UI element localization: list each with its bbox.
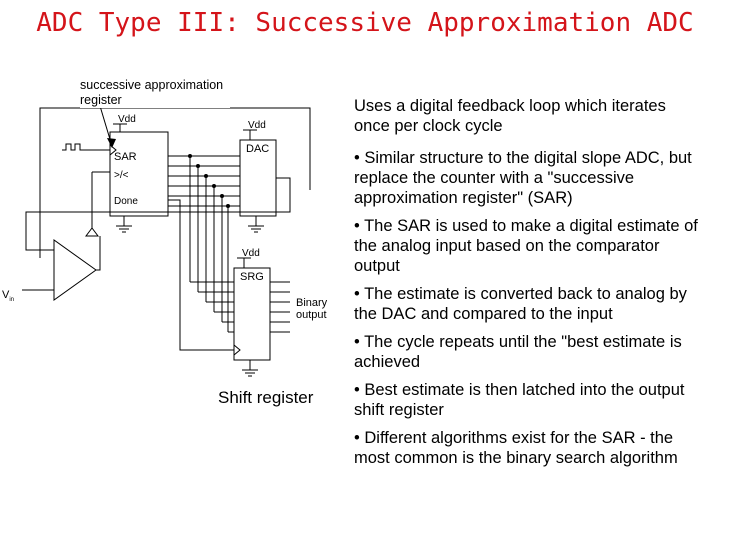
sar-adc-schematic bbox=[0, 100, 345, 390]
srg-label: SRG bbox=[240, 271, 264, 283]
vin-main: V bbox=[2, 289, 10, 301]
lead-bullet: Uses a digital feedback loop which iterates once per clock cycle bbox=[354, 97, 666, 135]
sar-callout-label: successive approximation register bbox=[80, 78, 230, 108]
bullet-item: • Different algorithms exist for the SAR - the most common is the binary search algorithm bbox=[354, 429, 678, 467]
bullet-item: • The SAR is used to make a digital estimate of the analog input based on the comparator output bbox=[354, 217, 698, 275]
srg-supply-label: Vdd bbox=[242, 248, 260, 259]
sar-compare-label: >/< bbox=[114, 170, 129, 181]
bullet-item: • Best estimate is then latched into the output shift register bbox=[354, 381, 685, 419]
bullet-item: • Similar structure to the digital slope ADC, but replace the counter with a "successive approximation register" (SAR) bbox=[354, 149, 692, 207]
bullet-list bbox=[354, 96, 704, 476]
vin-subscript: in bbox=[9, 297, 15, 303]
sar-done-label: Done bbox=[114, 196, 138, 207]
bullet-item: • The cycle repeats until the "best estimate is achieved bbox=[354, 333, 682, 371]
dac-label: DAC bbox=[246, 143, 270, 155]
bullet-item: • The estimate is converted back to analog by the DAC and compared to the input bbox=[354, 285, 687, 323]
slide-title: ADC Type III: Successive Approximation ADC bbox=[36, 8, 694, 38]
vin-label bbox=[2, 289, 14, 303]
sar-label: SAR bbox=[114, 151, 137, 163]
binary-output-label-2: output bbox=[296, 309, 327, 321]
binary-output-label-1: Binary bbox=[296, 297, 328, 309]
dac-supply-label: Vdd bbox=[248, 120, 266, 131]
shift-register-caption: Shift register bbox=[218, 388, 314, 407]
sar-supply-label: Vdd bbox=[118, 114, 136, 125]
